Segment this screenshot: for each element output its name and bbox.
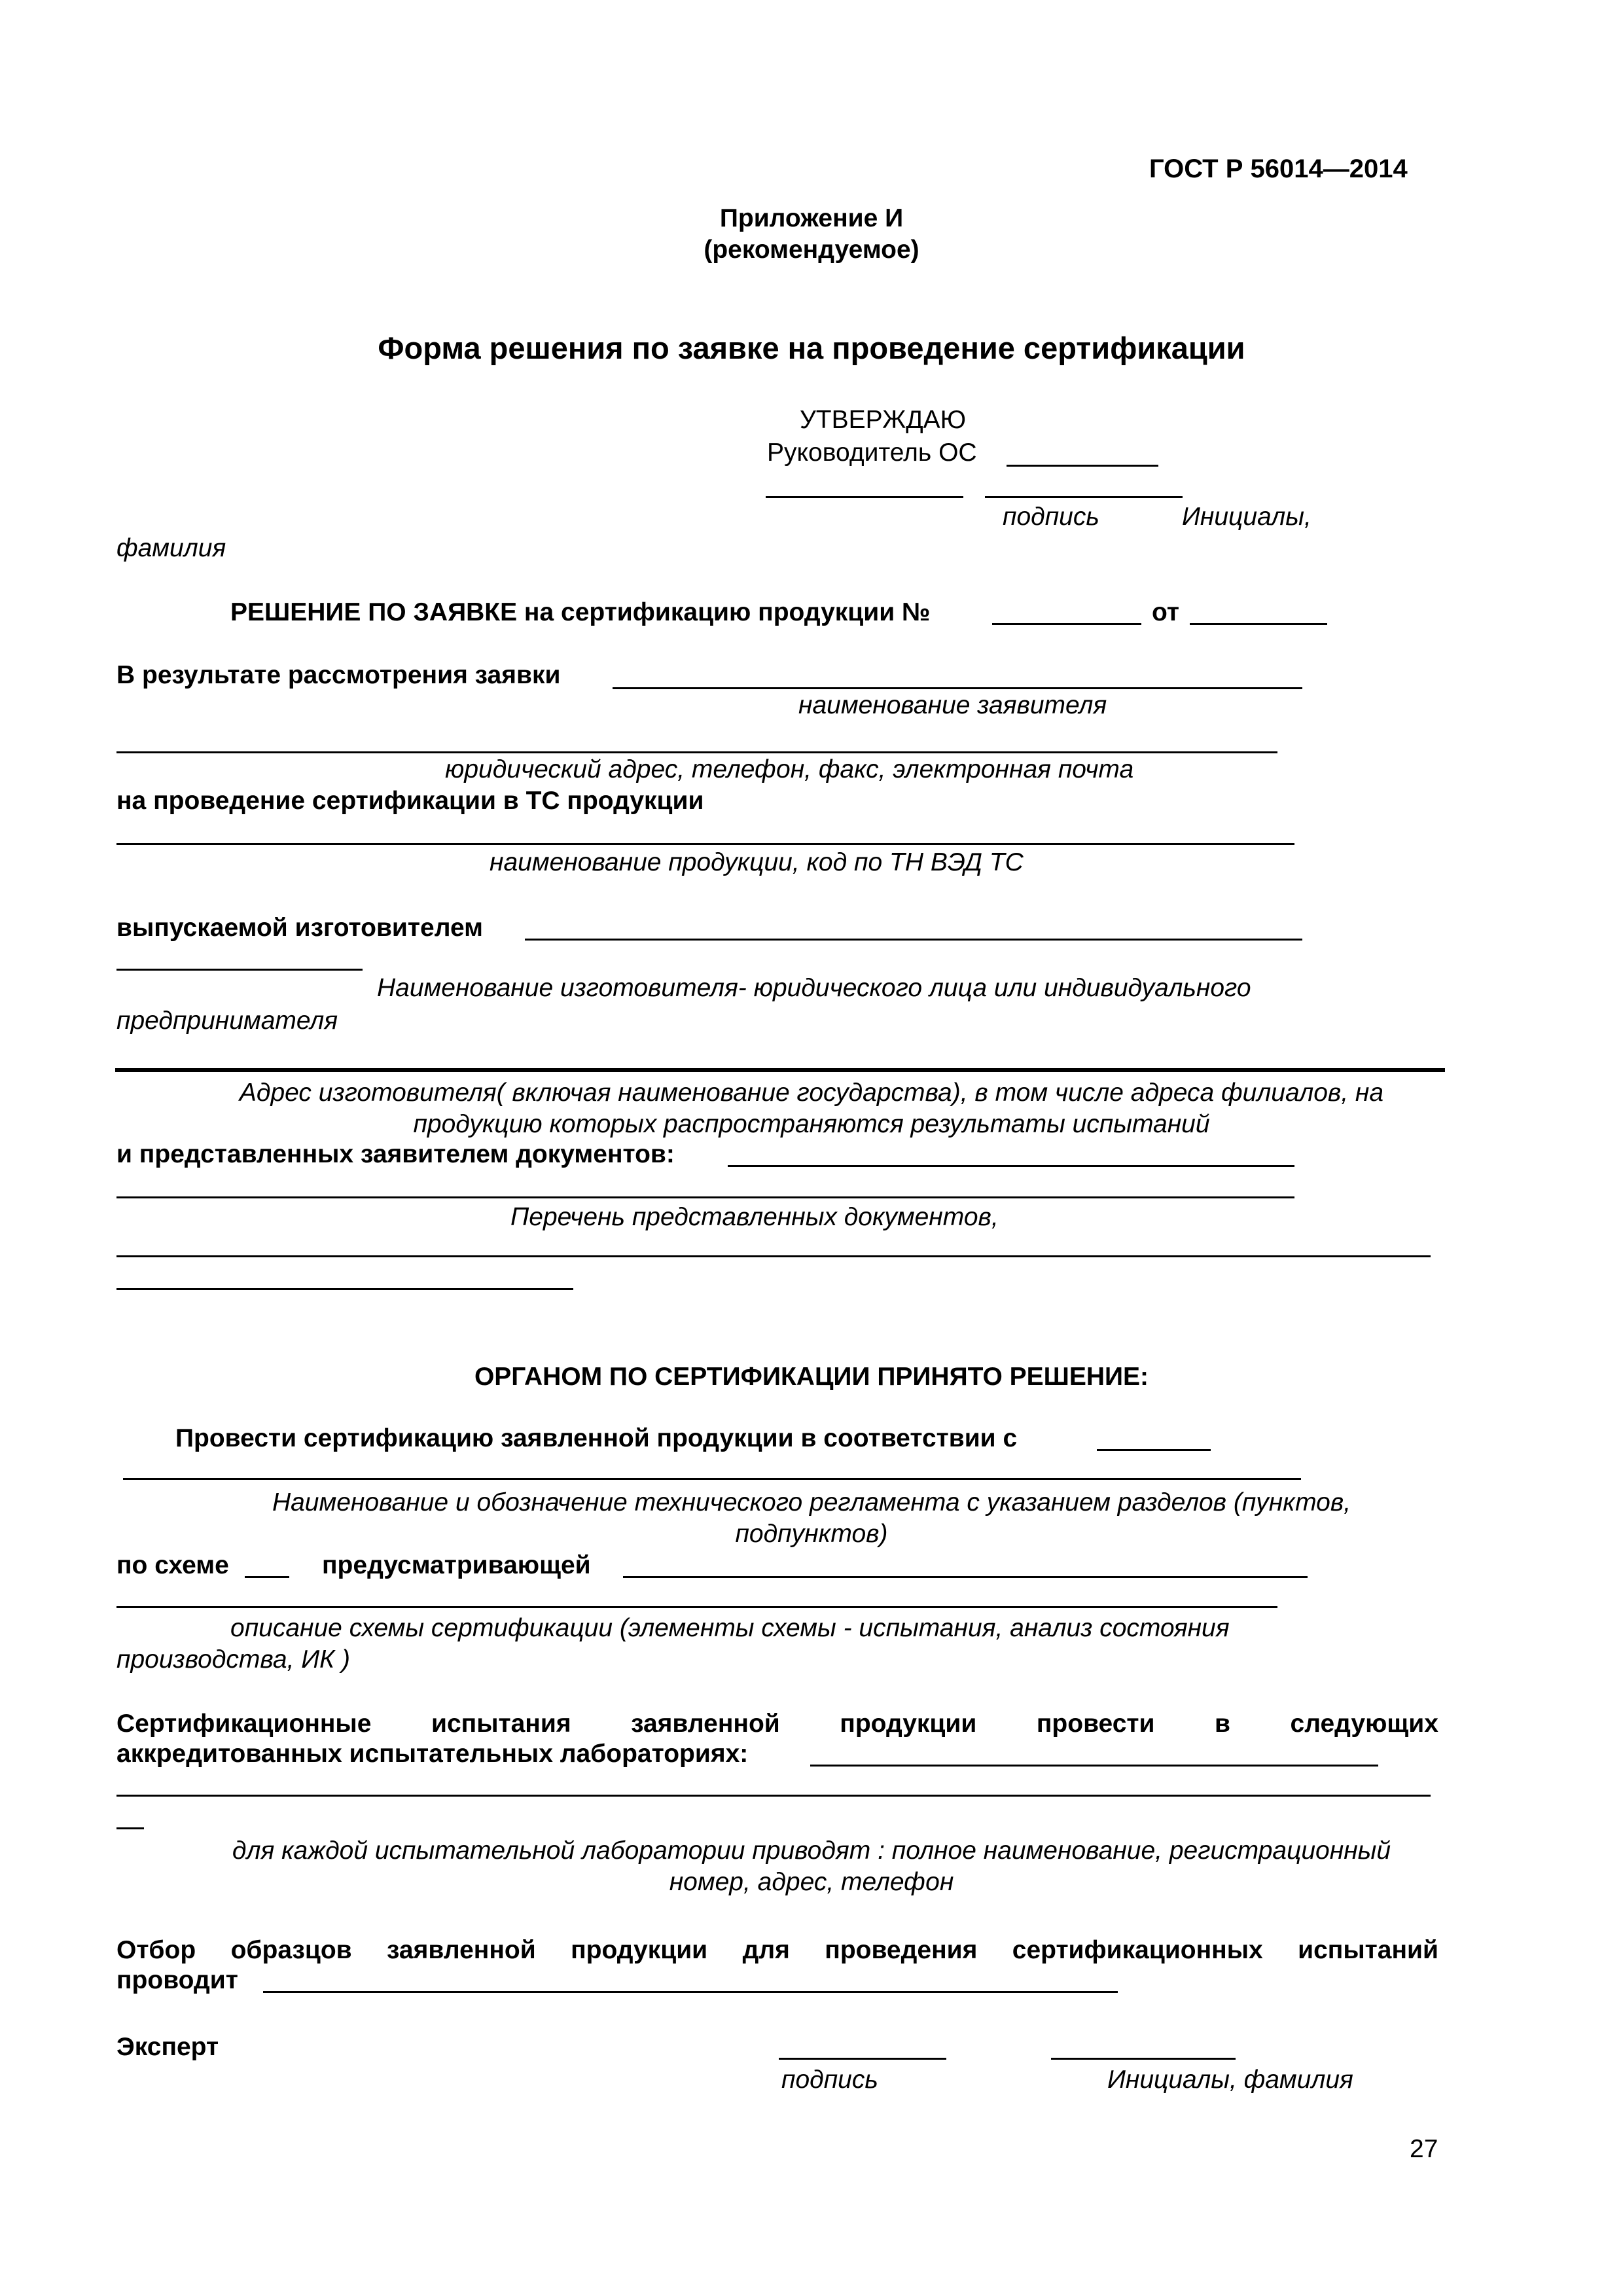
documents-hint: Перечень представленных документов, bbox=[510, 1203, 999, 1231]
head-surname-hint: фамилия bbox=[116, 534, 226, 562]
product-name-field[interactable] bbox=[116, 843, 1294, 845]
form-title: Форма решения по заявке на проведение сертификации bbox=[378, 331, 1245, 365]
conducts-label: проводит bbox=[116, 1966, 238, 1994]
lab-hint-2: номер, адрес, телефон bbox=[669, 1868, 954, 1896]
appendix-title: Приложение И bbox=[719, 204, 904, 232]
applicant-name-field[interactable] bbox=[613, 687, 1302, 689]
expert-initials-hint: Инициалы, фамилия bbox=[1107, 2066, 1353, 2094]
page-number: 27 bbox=[1410, 2135, 1438, 2163]
scheme-hint-2: производства, ИК ) bbox=[116, 1645, 350, 1674]
address-hint: юридический адрес, телефон, факс, электронная почта bbox=[445, 755, 1134, 783]
tests-word: Сертификационные bbox=[116, 1710, 372, 1738]
labs-label: аккредитованных испытательных лабораториях: bbox=[116, 1740, 749, 1768]
tests-word: следующих bbox=[1290, 1710, 1438, 1738]
regulation-hint-1: Наименование и обозначение технического регламента с указанием разделов (пунктов, bbox=[272, 1488, 1351, 1516]
sampling-word: Отбор bbox=[116, 1936, 196, 1964]
head-of-body-field[interactable] bbox=[1007, 465, 1158, 467]
tests-word: провести bbox=[1036, 1710, 1155, 1738]
applicant-hint: наименование заявителя bbox=[798, 691, 1107, 719]
providing-label: предусматривающей bbox=[322, 1551, 591, 1579]
product-hint: наименование продукции, код по ТН ВЭД ТС bbox=[490, 848, 1024, 876]
mfr-address-hint-1: Адрес изготовителя( включая наименование государства), в том числе адреса филиалов, на bbox=[239, 1079, 1384, 1107]
standard-code: ГОСТ Р 56014—2014 bbox=[1149, 154, 1408, 183]
decision-date-field[interactable] bbox=[1190, 623, 1327, 625]
sampling-word: проведения bbox=[825, 1936, 978, 1964]
manufacturer-address-field[interactable] bbox=[115, 1068, 1445, 1072]
manufacturer-hint-1: Наименование изготовителя- юридического лица или индивидуального bbox=[377, 974, 1251, 1002]
labs-field-3[interactable] bbox=[116, 1827, 144, 1829]
scheme-number-field[interactable] bbox=[245, 1576, 289, 1578]
body-decision-heading: ОРГАНОМ ПО СЕРТИФИКАЦИИ ПРИНЯТО РЕШЕНИЕ: bbox=[474, 1363, 1149, 1391]
decision-number-field[interactable] bbox=[992, 623, 1141, 625]
documents-field[interactable] bbox=[728, 1165, 1294, 1167]
appendix-type: (рекомендуемое) bbox=[704, 236, 919, 264]
documents-field-3[interactable] bbox=[116, 1255, 1431, 1257]
scheme-description-field[interactable] bbox=[623, 1576, 1308, 1578]
head-initials-field[interactable] bbox=[985, 496, 1183, 498]
head-of-body-label: Руководитель ОС bbox=[767, 439, 977, 467]
documents-field-4[interactable] bbox=[116, 1288, 573, 1290]
manufacturer-hint-2: предпринимателя bbox=[116, 1007, 338, 1035]
tests-word: заявленной bbox=[631, 1710, 780, 1738]
review-label: В результате рассмотрения заявки bbox=[116, 661, 561, 689]
sampling-organization-field[interactable] bbox=[263, 1991, 1118, 1993]
regulation-field[interactable] bbox=[123, 1478, 1301, 1480]
head-signature-hint: подпись bbox=[1003, 503, 1099, 531]
sampling-word: заявленной bbox=[387, 1936, 536, 1964]
tests-word: испытания bbox=[431, 1710, 571, 1738]
scheme-label: по схеме bbox=[116, 1551, 229, 1579]
manufacturer-label: выпускаемой изготовителем bbox=[116, 914, 483, 942]
scheme-description-field-2[interactable] bbox=[116, 1606, 1277, 1608]
tests-word: в bbox=[1215, 1710, 1230, 1738]
applicant-address-field[interactable] bbox=[116, 751, 1277, 753]
decision-from-label: от bbox=[1152, 598, 1179, 626]
documents-field-2[interactable] bbox=[116, 1196, 1294, 1198]
regulation-hint-2: подпунктов) bbox=[735, 1520, 888, 1548]
certification-label: на проведение сертификации в ТС продукции bbox=[116, 787, 704, 815]
head-signature-field[interactable] bbox=[766, 496, 963, 498]
sampling-word: образцов bbox=[230, 1936, 352, 1964]
labs-field-2[interactable] bbox=[116, 1795, 1431, 1797]
manufacturer-field[interactable] bbox=[525, 939, 1302, 941]
labs-field[interactable] bbox=[810, 1765, 1378, 1767]
tests-word: продукции bbox=[840, 1710, 977, 1738]
sampling-sentence bbox=[116, 1936, 1438, 1965]
expert-initials-field[interactable] bbox=[1051, 2058, 1236, 2060]
conduct-standard-field[interactable] bbox=[1097, 1449, 1211, 1451]
manufacturer-field-2[interactable] bbox=[116, 969, 363, 971]
sampling-word: продукции bbox=[571, 1936, 708, 1964]
approve-label: УТВЕРЖДАЮ bbox=[800, 406, 967, 434]
decision-heading: РЕШЕНИЕ ПО ЗАЯВКЕ на сертификацию продукции № bbox=[230, 598, 931, 626]
scheme-hint-1: описание схемы сертификации (элементы схемы - испытания, анализ состояния bbox=[230, 1614, 1230, 1642]
lab-hint-1: для каждой испытательной лаборатории приводят : полное наименование, регистрационный bbox=[232, 1837, 1391, 1865]
tests-sentence bbox=[116, 1710, 1438, 1738]
expert-signature-field[interactable] bbox=[779, 2058, 946, 2060]
head-initials-hint: Инициалы, bbox=[1182, 503, 1311, 531]
expert-label: Эксперт bbox=[116, 2033, 219, 2061]
expert-signature-hint: подпись bbox=[781, 2066, 878, 2094]
mfr-address-hint-2: продукцию которых распространяются результаты испытаний bbox=[413, 1110, 1210, 1138]
documents-label: и представленных заявителем документов: bbox=[116, 1140, 675, 1168]
sampling-word: испытаний bbox=[1298, 1936, 1438, 1964]
sampling-word: сертификационных bbox=[1012, 1936, 1263, 1964]
conduct-label: Провести сертификацию заявленной продукции в соответствии с bbox=[175, 1424, 1018, 1452]
sampling-word: для bbox=[742, 1936, 790, 1964]
